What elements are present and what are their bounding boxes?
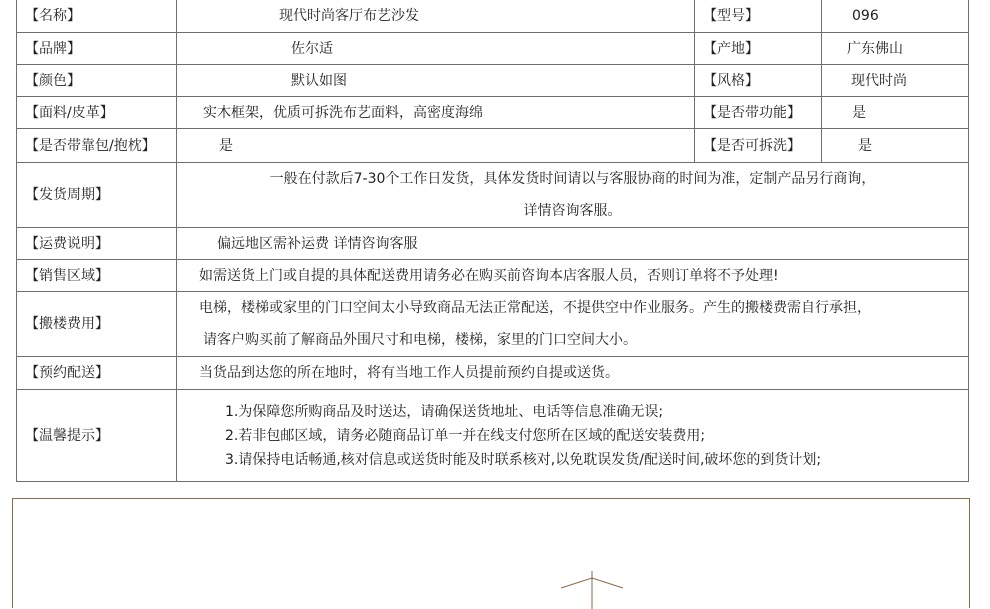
table-row: [17, 357, 969, 390]
decorative-frame: [12, 498, 970, 608]
table-row: [17, 129, 969, 163]
delivery-period-line-1: 一般在付款后7-30个工作日发货，具体发货时间请以与客服协商的时间为准，定制产品另行商询，: [269, 171, 876, 187]
table-row: [17, 97, 969, 129]
style-value: 现代时尚: [822, 65, 969, 97]
table-row: [17, 228, 969, 260]
model-value: 096: [822, 0, 969, 33]
moving-fee-line-2: 请客户购买前了解商品外围尺寸和电梯，楼梯，家里的门口空间大小。: [203, 332, 637, 348]
shipping-label: 【运费说明】: [17, 228, 177, 260]
appointment-value: 当货品到达您的所在地时，将有当地工作人员提前预约自提或送货。: [177, 357, 969, 390]
brand-label: 【品牌】: [17, 33, 177, 65]
table-row: [17, 0, 969, 33]
delivery-period-label: 【发货周期】: [17, 163, 177, 228]
material-label: 【面料/皮革】: [17, 97, 177, 129]
style-label: 【风格】: [695, 65, 822, 97]
color-value: 默认如图: [177, 65, 695, 97]
table-row: [17, 260, 969, 292]
removable-label: 【是否可拆洗】: [695, 129, 822, 163]
table-row: [17, 292, 969, 357]
table-row: [17, 390, 969, 482]
shipping-value: 偏远地区需补运费 详情咨询客服: [177, 228, 969, 260]
moving-fee-line-1: 电梯，楼梯或家里的门口空间太小导致商品无法正常配送，不提供空中作业服务。产生的搬楼费需自行承担，: [199, 300, 871, 316]
function-label: 【是否带功能】: [695, 97, 822, 129]
tips-label: 【温馨提示】: [17, 390, 177, 482]
name-value: 现代时尚客厅布艺沙发: [177, 0, 695, 33]
tip-item: 3.请保持电话畅通,核对信息或送货时能及时联系核对,以免耽误发货/配送时间,破坏您的到货计划;: [225, 451, 822, 468]
tip-item: 2.若非包邮区域，请务必随商品订单一并在线支付您所在区域的配送安装费用;: [225, 427, 706, 444]
origin-label: 【产地】: [695, 33, 822, 65]
material-value: 实木框架，优质可拆洗布艺面料，高密度海绵: [177, 97, 695, 129]
product-spec-table: [16, 0, 969, 482]
appointment-label: 【预约配送】: [17, 357, 177, 390]
removable-value: 是: [822, 129, 969, 163]
name-label: 【名称】: [17, 0, 177, 33]
table-row: [17, 65, 969, 97]
tip-item: 1.为保障您所购商品及时送达，请确保送货地址、电话等信息准确无误;: [225, 403, 664, 420]
pillow-label: 【是否带靠包/抱枕】: [17, 129, 177, 163]
sales-area-label: 【销售区域】: [17, 260, 177, 292]
frame-ornament-icon: [13, 499, 971, 609]
moving-fee-value: [177, 292, 969, 357]
delivery-period-line-2: 详情咨询客服。: [523, 203, 622, 219]
function-value: 是: [822, 97, 969, 129]
pillow-value: 是: [177, 129, 695, 163]
sales-area-value: 如需送货上门或自提的具体配送费用请务必在购买前咨询本店客服人员，否则订单将不予处理!: [177, 260, 969, 292]
model-label: 【型号】: [695, 0, 822, 33]
table-row: [17, 163, 969, 228]
color-label: 【颜色】: [17, 65, 177, 97]
tips-list: [177, 390, 969, 482]
brand-value: 佐尔适: [177, 33, 695, 65]
moving-fee-label: 【搬楼费用】: [17, 292, 177, 357]
delivery-period-value: [177, 163, 969, 228]
origin-value: 广东佛山: [822, 33, 969, 65]
table-row: [17, 33, 969, 65]
